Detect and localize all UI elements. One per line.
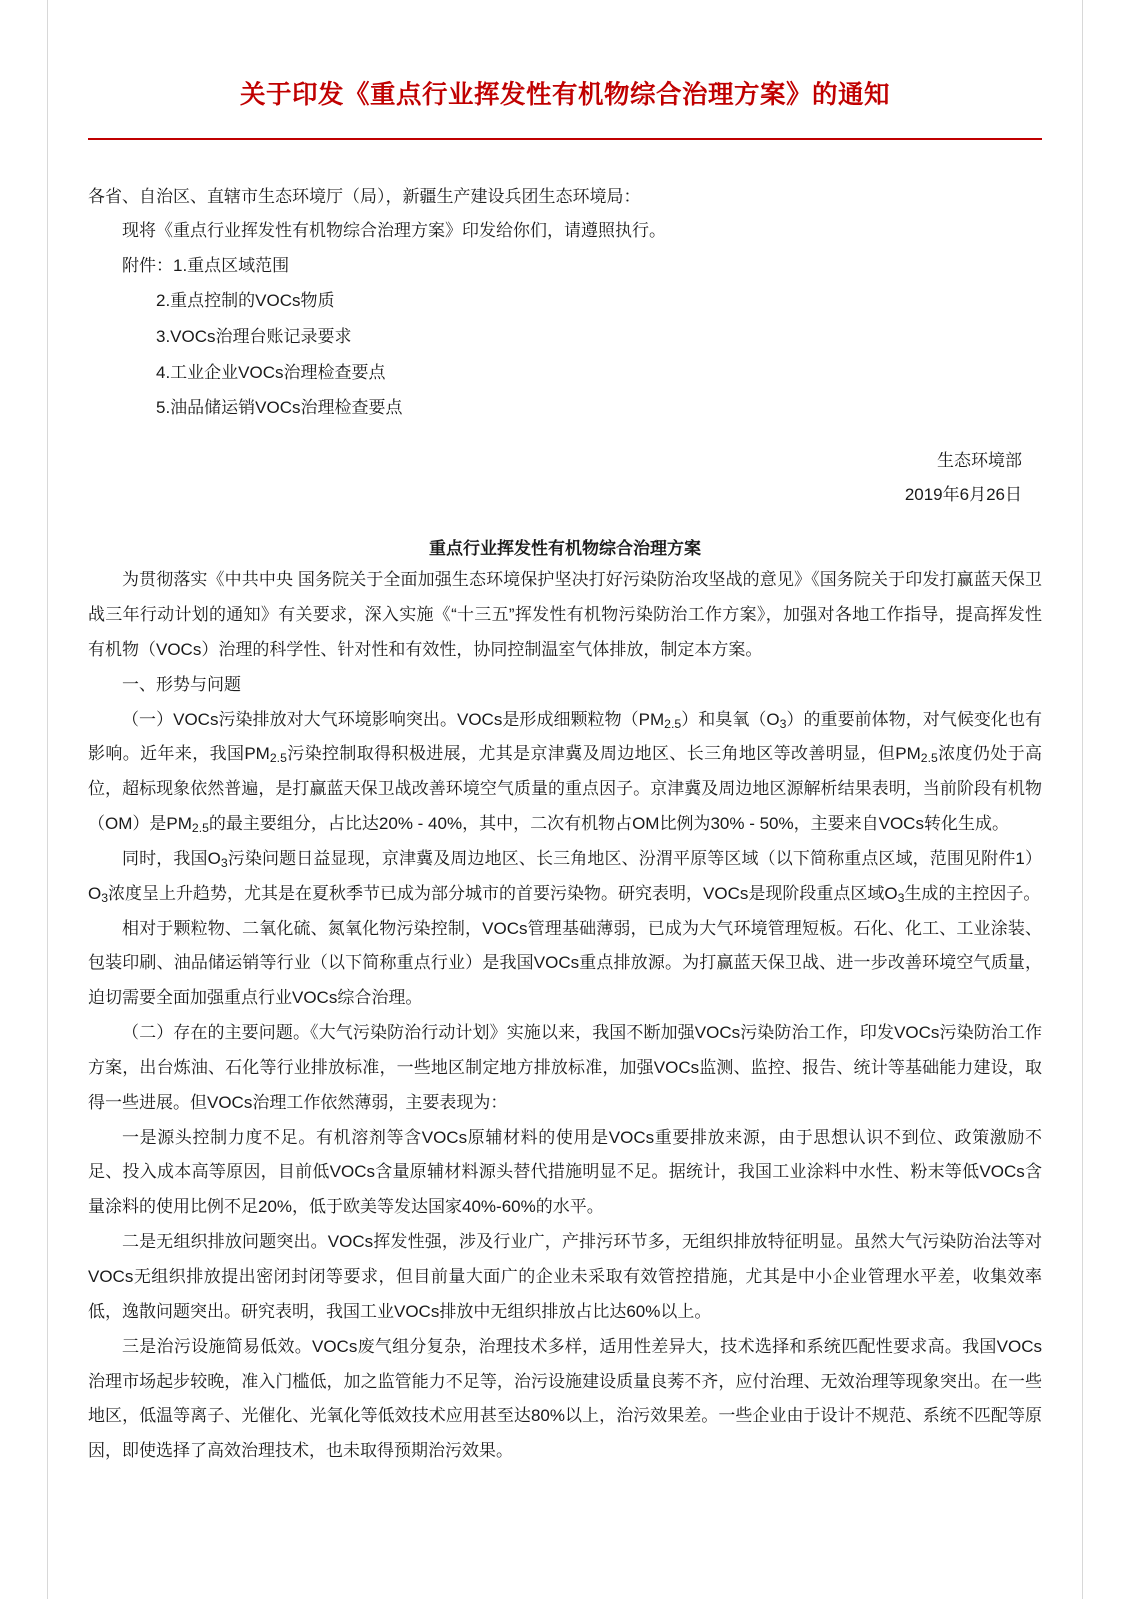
title-divider	[88, 138, 1042, 140]
paragraph: （二）存在的主要问题。《大气污染防治行动计划》实施以来，我国不断加强VOCs污染防治工作，印发VOCs污染防治工作方案，出台炼油、石化等行业排放标准，一些地区制定地方排放标准，加强VOCs监测、监控、报告、统计等基础能力建设，取得一些进展。但VOCs治理工作依然薄弱，主要表现为：	[88, 1023, 1042, 1112]
paragraph: 同时，我国$O_3$污染问题日益显现，京津冀及周边地区、长三角地区、汾渭平原等区域（以下简称重点区域，范围见附件$1)O_3$浓度呈上升趋势，尤其是在夏秋季节已成为部分城市的首要污染物。研究表明，VOCs是现阶段重点区域$O_3$生成的主控因子。	[88, 848, 1042, 905]
attachment-item-5: 5.油品储运销VOCs治理检查要点	[156, 398, 403, 418]
plan-title: 重点行业挥发性有机物综合治理方案	[429, 539, 701, 559]
issuer-name: 生态环境部	[937, 451, 1022, 471]
attachment-item-3: 3.VOCs治理台账记录要求	[156, 327, 352, 347]
issue-date: 2019年6月26日	[904, 485, 1022, 505]
intro-line: 现将《重点行业挥发性有机物综合治理方案》印发给你们，请遵照执行。	[122, 220, 666, 240]
paragraph: 二是无组织排放问题突出。VOCs挥发性强，涉及行业广，产排污环节多，无组织排放特征明显。虽然大气污染防治法等对VOCs无组织排放提出密闭封闭等要求，但目前量大面广的企业未采取有效管控措施，尤其是中小企业管理水平差，收集效率低，逸散问题突出。研究表明，我国工业VOCs排放中无组织排放占比达60%以上。	[88, 1232, 1042, 1321]
attachment-item-4: 4.工业企业VOCs治理检查要点	[156, 362, 386, 382]
recipient-line: 各省、自治区、直辖市生态环境厅（局），新疆生产建设兵团生态环境局：	[88, 186, 641, 206]
paragraph: 为贯彻落实《中共中央 国务院关于全面加强生态环境保护坚决打好污染防治攻坚战的意见》《国务院关于印发打赢蓝天保卫战三年行动计划的通知》有关要求，深入实施《“十三五”挥发性有机物污染防治工作方案》，加强对各地工作指导，提高挥发性有机物（VOCs）治理的科学性、针对性和有效性，协同控制温室气体排放，制定本方案。	[88, 570, 1042, 659]
paragraph: 相对于颗粒物、二氧化硫、氮氧化物污染控制，VOCs管理基础薄弱，已成为大气环境管理短板。石化、化工、工业涂装、包装印刷、油品储运销等行业（以下简称重点行业）是我国VOCs重点排放源。为打赢蓝天保卫战、进一步改善环境空气质量，迫切需要全面加强重点行业VOCs综合治理。	[88, 918, 1042, 1008]
page-title: 关于印发《重点行业挥发性有机物综合治理方案》的通知	[239, 81, 890, 109]
attachment-item-1: 附件：1.重点区域范围	[122, 255, 290, 275]
paragraph-heading-1: 一、形势与问题	[122, 674, 241, 694]
paragraph: 三是治污设施简易低效。VOCs废气组分复杂，治理技术多样，适用性差异大，技术选择和系统匹配性要求高。我国VOCs治理市场起步较晚，准入门槛低，加之监管能力不足等，治污设施建设质量良莠不齐，应付治理、无效治理等现象突出。在一些地区，低温等离子、光催化、光氧化等低效技术应用甚至达80%以上，治污效果差。一些企业由于设计不规范、系统不匹配等原因，即使选择了高效治理技术，也未取得预期治污效果。	[88, 1336, 1042, 1461]
paragraph: 一是源头控制力度不足。有机溶剂等含VOCs原辅材料的使用是VOCs重要排放来源，由于思想认识不到位、政策激励不足、投入成本高等原因，目前低VOCs含量原辅材料源头替代措施明显不足。据统计，我国工业涂料中水性、粉末等低VOCs含量涂料的使用比例不足20%，低于欧美等发达国家40%-60%的水平。	[88, 1127, 1042, 1217]
attachment-item-2: 2.重点控制的VOCs物质	[156, 291, 335, 311]
paragraph: （一）VOCs污染排放对大气环境影响突出。VOCs是形成细颗粒物$(PM_{2.5})$和臭氧$(O_3)$的重要前体物，对气候变化也有影响。近年来，我国$PM_{2.5}$污染控制取得积极进展，尤其是京津冀及周边地区、长三角地区等改善明显，但$PM_{2.5}$浓度仍处于高位，超标现象依然普遍，是打赢蓝天保卫战改善环境空气质量的重点因子。京津冀及周边地区源解析结果表明，当前阶段有机物（OM）是$PM_{2.5}$的最主要组分，占比达20% - 40%，其中，二次有机物占OM比例为30% - 50%，主要来自VOCs转化生成。	[88, 709, 1043, 836]
attachment-list	[88, 248, 1042, 426]
